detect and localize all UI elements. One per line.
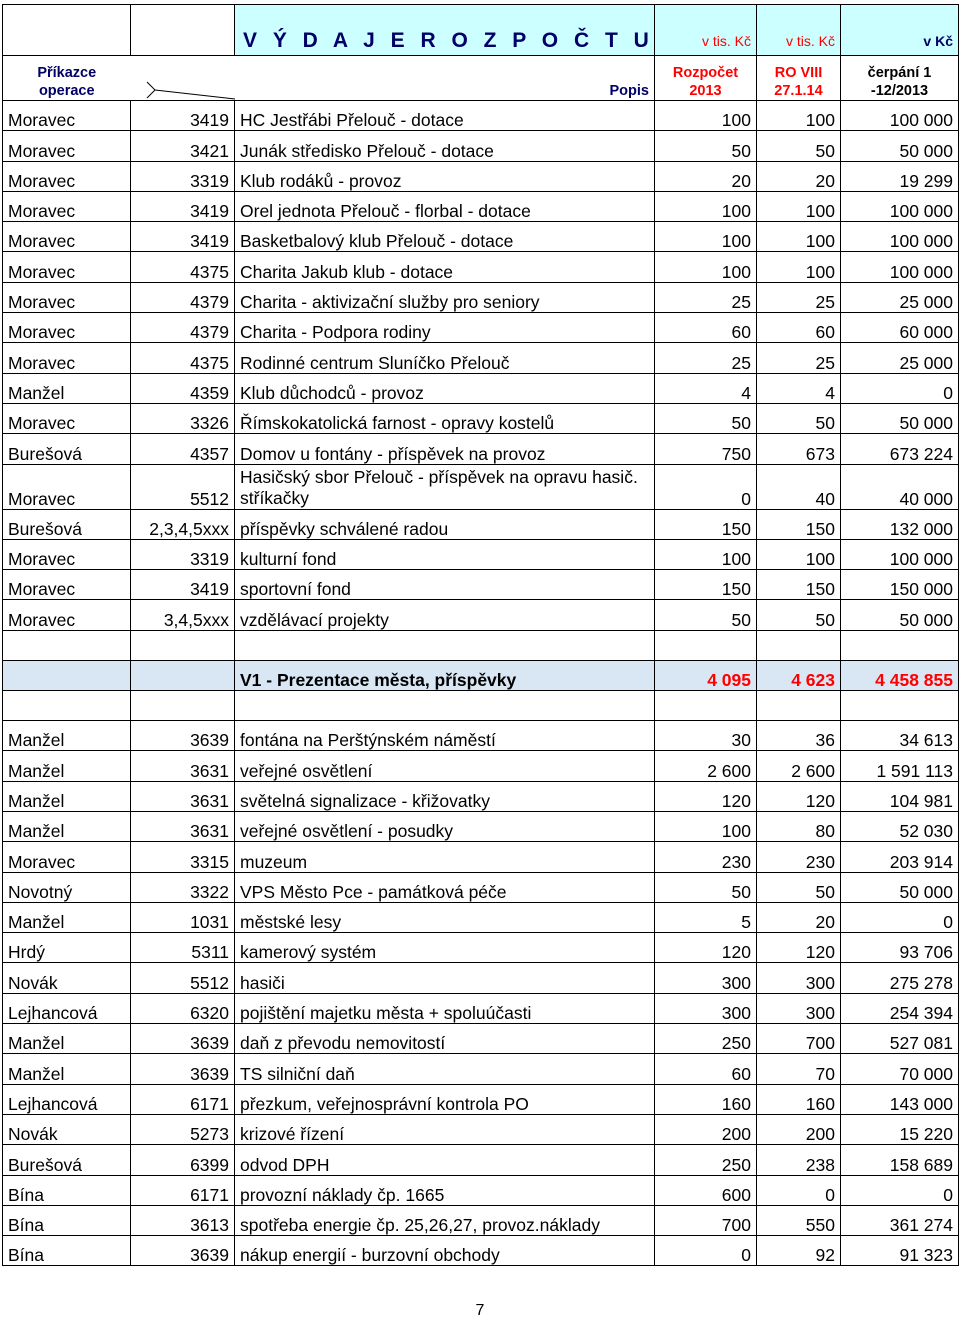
- cell-ro: 80: [757, 811, 841, 841]
- table-row: [3, 1024, 959, 1054]
- table-row: [3, 1236, 959, 1266]
- cell-budget: 50: [655, 600, 757, 630]
- table-row: [3, 1145, 959, 1175]
- cell-ro: 700: [757, 1024, 841, 1054]
- cell-ro: 160: [757, 1084, 841, 1114]
- table-row: [3, 721, 959, 751]
- cell-budget: 300: [655, 993, 757, 1023]
- cell-paragraph: 4375: [131, 252, 235, 282]
- cell-budget: 50: [655, 131, 757, 161]
- cell-spent: 25 000: [841, 343, 959, 373]
- summary-row: [3, 660, 959, 690]
- cell-paragraph: 3319: [131, 161, 235, 191]
- budget-expenditure-table: [2, 4, 959, 1266]
- cell-paragraph: 4375: [131, 343, 235, 373]
- cell-description: odvod DPH: [235, 1145, 655, 1175]
- cell-ro: 2 600: [757, 751, 841, 781]
- cell-person: Bína: [3, 1236, 131, 1266]
- cell-budget: 20: [655, 161, 757, 191]
- table-row: [3, 993, 959, 1023]
- cell-person: Moravec: [3, 161, 131, 191]
- cell-ro: 150: [757, 509, 841, 539]
- cell-paragraph: 3631: [131, 811, 235, 841]
- cell-person: Manžel: [3, 373, 131, 403]
- empty-row: [3, 691, 959, 721]
- cell-person: Moravec: [3, 343, 131, 373]
- cell-description: [235, 691, 655, 721]
- cell-ro: 70: [757, 1054, 841, 1084]
- cell-budget: 0: [655, 464, 757, 509]
- cell-budget: 25: [655, 343, 757, 373]
- cell-spent: 0: [841, 373, 959, 403]
- cell-budget: 2 600: [655, 751, 757, 781]
- cell-description: městské lesy: [235, 902, 655, 932]
- cell-person: Moravec: [3, 570, 131, 600]
- empty-row: [3, 630, 959, 660]
- table-row: [3, 191, 959, 221]
- cell-budget: 160: [655, 1084, 757, 1114]
- table-row: [3, 1114, 959, 1144]
- cell-paragraph: 5512: [131, 963, 235, 993]
- cell-paragraph: [131, 691, 235, 721]
- cell-budget: 100: [655, 539, 757, 569]
- cell-description: Římskokatolická farnost - opravy kostelů: [235, 403, 655, 433]
- cell-paragraph: 3421: [131, 131, 235, 161]
- table-row: [3, 1084, 959, 1114]
- cell-description: Junák středisko Přelouč - dotace: [235, 131, 655, 161]
- col-header-desc: Popis: [235, 56, 655, 101]
- cell-spent: 0: [841, 1175, 959, 1205]
- cell-description: Charita Jakub klub - dotace: [235, 252, 655, 282]
- cell-spent: 100 000: [841, 222, 959, 252]
- table-row: [3, 101, 959, 131]
- cell-person: Moravec: [3, 191, 131, 221]
- cell-paragraph: 3,4,5xxx: [131, 600, 235, 630]
- table-row: [3, 313, 959, 343]
- cell-spent: 254 394: [841, 993, 959, 1023]
- table-row: [3, 161, 959, 191]
- cell-paragraph: 6171: [131, 1175, 235, 1205]
- cell-person: Moravec: [3, 101, 131, 131]
- cell-description: nákup energií - burzovní obchody: [235, 1236, 655, 1266]
- cell-paragraph: [131, 660, 235, 690]
- cell-paragraph: 4379: [131, 313, 235, 343]
- cell-ro: 238: [757, 1145, 841, 1175]
- cell-spent: 104 981: [841, 781, 959, 811]
- cell-budget: 150: [655, 570, 757, 600]
- cell-paragraph: 3322: [131, 872, 235, 902]
- cell-paragraph: 3419: [131, 222, 235, 252]
- cell-person: Moravec: [3, 222, 131, 252]
- cell-description: TS silniční daň: [235, 1054, 655, 1084]
- cell-spent: 203 914: [841, 842, 959, 872]
- cell-ro: 100: [757, 222, 841, 252]
- cell-ro: 50: [757, 403, 841, 433]
- cell-budget: 250: [655, 1145, 757, 1175]
- cell-description: přezkum, veřejnosprávní kontrola PO: [235, 1084, 655, 1114]
- table-row: [3, 842, 959, 872]
- cell-spent: 100 000: [841, 539, 959, 569]
- cell-spent: 34 613: [841, 721, 959, 751]
- cell-budget: 50: [655, 403, 757, 433]
- title-row: [3, 5, 959, 56]
- summary-label: V1 - Prezentace města, příspěvky: [235, 660, 655, 690]
- col-header-person: Příkazce operace: [3, 56, 131, 101]
- cell-spent: 70 000: [841, 1054, 959, 1084]
- cell-description: vzdělávací projekty: [235, 600, 655, 630]
- cell-spent: 40 000: [841, 464, 959, 509]
- cell-budget: 230: [655, 842, 757, 872]
- table-row: [3, 570, 959, 600]
- cell-description: Klub rodáků - provoz: [235, 161, 655, 191]
- cell-description: Orel jednota Přelouč - florbal - dotace: [235, 191, 655, 221]
- cell-ro: 36: [757, 721, 841, 751]
- cell-spent: 0: [841, 902, 959, 932]
- cell-spent: 93 706: [841, 933, 959, 963]
- cell-person: Manžel: [3, 902, 131, 932]
- cell-budget: 200: [655, 1114, 757, 1144]
- table-row: [3, 781, 959, 811]
- cell-budget: 700: [655, 1205, 757, 1235]
- cell-person: Moravec: [3, 842, 131, 872]
- summary-budget: 4 095: [655, 660, 757, 690]
- cell-paragraph: 3639: [131, 1236, 235, 1266]
- cell-spent: 100 000: [841, 191, 959, 221]
- cell-spent: 50 000: [841, 403, 959, 433]
- table-title: V Ý D A J E R O Z P O Č T U: [243, 29, 654, 52]
- cell-spent: 150 000: [841, 570, 959, 600]
- cell-paragraph: 4359: [131, 373, 235, 403]
- cell-paragraph: 3639: [131, 1054, 235, 1084]
- cell-paragraph: 3613: [131, 1205, 235, 1235]
- cell-description: sportovní fond: [235, 570, 655, 600]
- cell-budget: 100: [655, 222, 757, 252]
- cell-spent: 527 081: [841, 1024, 959, 1054]
- cell-description: Domov u fontány - příspěvek na provoz: [235, 434, 655, 464]
- cell-person: Moravec: [3, 600, 131, 630]
- cell-ro: 20: [757, 161, 841, 191]
- cell-ro: [757, 691, 841, 721]
- cell-person: Moravec: [3, 131, 131, 161]
- cell-person: Moravec: [3, 252, 131, 282]
- cell-person: Novák: [3, 963, 131, 993]
- table-row: [3, 600, 959, 630]
- cell-description: daň z převodu nemovitostí: [235, 1024, 655, 1054]
- cell-ro: 25: [757, 282, 841, 312]
- cell-paragraph: 6320: [131, 993, 235, 1023]
- cell-ro: 0: [757, 1175, 841, 1205]
- table-row: [3, 1054, 959, 1084]
- cell-spent: 158 689: [841, 1145, 959, 1175]
- cell-description: provozní náklady čp. 1665: [235, 1175, 655, 1205]
- cell-person: Lejhancová: [3, 1084, 131, 1114]
- cell-budget: 60: [655, 1054, 757, 1084]
- cell-paragraph: 5273: [131, 1114, 235, 1144]
- cell-paragraph: 3315: [131, 842, 235, 872]
- summary-ro: 4 623: [757, 660, 841, 690]
- unit-budget: v tis. Kč: [701, 33, 751, 49]
- col-header-spent: čerpání 1 -12/2013: [841, 56, 959, 101]
- table-row: [3, 1205, 959, 1235]
- cell-description: světelná signalizace - křižovatky: [235, 781, 655, 811]
- cell-person: Manžel: [3, 721, 131, 751]
- cell-budget: 60: [655, 313, 757, 343]
- cell-person: Bína: [3, 1175, 131, 1205]
- header-arrow-icon: [131, 60, 235, 100]
- cell-paragraph: 6399: [131, 1145, 235, 1175]
- cell-budget: 50: [655, 872, 757, 902]
- cell-person: Burešová: [3, 434, 131, 464]
- cell-spent: 143 000: [841, 1084, 959, 1114]
- cell-spent: 100 000: [841, 252, 959, 282]
- cell-ro: 40: [757, 464, 841, 509]
- table-row: [3, 539, 959, 569]
- cell-spent: 100 000: [841, 101, 959, 131]
- cell-budget: 100: [655, 101, 757, 131]
- cell-spent: 50 000: [841, 131, 959, 161]
- cell-paragraph: 3319: [131, 539, 235, 569]
- cell-budget: 120: [655, 933, 757, 963]
- cell-spent: 25 000: [841, 282, 959, 312]
- cell-paragraph: 3631: [131, 751, 235, 781]
- cell-person: Novotný: [3, 872, 131, 902]
- cell-person: Manžel: [3, 781, 131, 811]
- cell-budget: 120: [655, 781, 757, 811]
- cell-spent: [841, 691, 959, 721]
- cell-ro: 100: [757, 252, 841, 282]
- cell-paragraph: 3419: [131, 570, 235, 600]
- cell-person: Moravec: [3, 403, 131, 433]
- cell-ro: 230: [757, 842, 841, 872]
- cell-ro: 4: [757, 373, 841, 403]
- summary-spent: 4 458 855: [841, 660, 959, 690]
- cell-paragraph: 4357: [131, 434, 235, 464]
- cell-ro: 300: [757, 963, 841, 993]
- cell-description: kulturní fond: [235, 539, 655, 569]
- cell-budget: 5: [655, 902, 757, 932]
- cell-ro: 60: [757, 313, 841, 343]
- cell-budget: 250: [655, 1024, 757, 1054]
- cell-description: spotřeba energie čp. 25,26,27, provoz.náklady: [235, 1205, 655, 1235]
- cell-budget: [655, 630, 757, 660]
- cell-spent: 15 220: [841, 1114, 959, 1144]
- cell-paragraph: 3419: [131, 191, 235, 221]
- cell-ro: 25: [757, 343, 841, 373]
- cell-paragraph: 3639: [131, 1024, 235, 1054]
- cell-ro: 92: [757, 1236, 841, 1266]
- cell-person: [3, 630, 131, 660]
- cell-paragraph: 4379: [131, 282, 235, 312]
- cell-spent: [841, 630, 959, 660]
- cell-ro: 100: [757, 101, 841, 131]
- page-number: 7: [475, 1302, 485, 1319]
- cell-person: Moravec: [3, 282, 131, 312]
- cell-budget: 600: [655, 1175, 757, 1205]
- unit-ro: v tis. Kč: [785, 33, 835, 49]
- cell-person: [3, 660, 131, 690]
- cell-ro: 673: [757, 434, 841, 464]
- cell-paragraph: 1031: [131, 902, 235, 932]
- cell-person: [3, 691, 131, 721]
- cell-spent: 673 224: [841, 434, 959, 464]
- cell-paragraph: 6171: [131, 1084, 235, 1114]
- cell-paragraph: 3419: [131, 101, 235, 131]
- table-row: [3, 902, 959, 932]
- cell-description: Rodinné centrum Sluníčko Přelouč: [235, 343, 655, 373]
- cell-ro: 20: [757, 902, 841, 932]
- table-row: [3, 222, 959, 252]
- cell-ro: 120: [757, 781, 841, 811]
- cell-budget: 100: [655, 811, 757, 841]
- cell-budget: 0: [655, 1236, 757, 1266]
- cell-ro: 100: [757, 539, 841, 569]
- cell-description: fontána na Perštýnském náměstí: [235, 721, 655, 751]
- table-row: [3, 434, 959, 464]
- cell-ro: 50: [757, 872, 841, 902]
- table-row: [3, 1175, 959, 1205]
- cell-description: kamerový systém: [235, 933, 655, 963]
- cell-person: Burešová: [3, 509, 131, 539]
- cell-paragraph: 5512: [131, 464, 235, 509]
- cell-description: [235, 630, 655, 660]
- table-row: [3, 933, 959, 963]
- cell-budget: 25: [655, 282, 757, 312]
- cell-description: hasiči: [235, 963, 655, 993]
- cell-spent: 60 000: [841, 313, 959, 343]
- cell-ro: 550: [757, 1205, 841, 1235]
- cell-spent: 50 000: [841, 600, 959, 630]
- table-row: [3, 373, 959, 403]
- cell-description: Klub důchodců - provoz: [235, 373, 655, 403]
- cell-spent: 361 274: [841, 1205, 959, 1235]
- cell-paragraph: 5311: [131, 933, 235, 963]
- cell-ro: 50: [757, 131, 841, 161]
- cell-paragraph: 2,3,4,5xxx: [131, 509, 235, 539]
- cell-description: muzeum: [235, 842, 655, 872]
- cell-budget: [655, 691, 757, 721]
- cell-person: Moravec: [3, 539, 131, 569]
- cell-description: pojištění majetku města + spoluúčasti: [235, 993, 655, 1023]
- cell-person: Hrdý: [3, 933, 131, 963]
- cell-person: Bína: [3, 1205, 131, 1235]
- cell-spent: 91 323: [841, 1236, 959, 1266]
- cell-spent: 132 000: [841, 509, 959, 539]
- cell-ro: [757, 630, 841, 660]
- cell-description: veřejné osvětlení: [235, 751, 655, 781]
- cell-ro: 100: [757, 191, 841, 221]
- cell-budget: 100: [655, 252, 757, 282]
- cell-paragraph: 3631: [131, 781, 235, 811]
- cell-person: Manžel: [3, 1024, 131, 1054]
- cell-person: Manžel: [3, 811, 131, 841]
- cell-person: Burešová: [3, 1145, 131, 1175]
- table-row: [3, 131, 959, 161]
- table-row: [3, 464, 959, 509]
- cell-person: Novák: [3, 1114, 131, 1144]
- table-row: [3, 509, 959, 539]
- table-row: [3, 403, 959, 433]
- cell-description: krizové řízení: [235, 1114, 655, 1144]
- cell-description: Charita - Podpora rodiny: [235, 313, 655, 343]
- cell-description: Basketbalový klub Přelouč - dotace: [235, 222, 655, 252]
- unit-spent: v Kč: [923, 33, 953, 49]
- cell-spent: 19 299: [841, 161, 959, 191]
- cell-description: Hasičský sbor Přelouč - příspěvek na opravu hasič. stříkačky: [235, 464, 655, 509]
- cell-description: veřejné osvětlení - posudky: [235, 811, 655, 841]
- cell-spent: 1 591 113: [841, 751, 959, 781]
- cell-ro: 200: [757, 1114, 841, 1144]
- cell-description: VPS Město Pce - památková péče: [235, 872, 655, 902]
- cell-person: Moravec: [3, 464, 131, 509]
- cell-description: HC Jestřábi Přelouč - dotace: [235, 101, 655, 131]
- cell-person: Manžel: [3, 751, 131, 781]
- cell-paragraph: 3639: [131, 721, 235, 751]
- table-row: [3, 751, 959, 781]
- table-row: [3, 282, 959, 312]
- cell-person: Manžel: [3, 1054, 131, 1084]
- cell-paragraph: 3326: [131, 403, 235, 433]
- cell-paragraph: [131, 630, 235, 660]
- table-row: [3, 343, 959, 373]
- cell-description: příspěvky schválené radou: [235, 509, 655, 539]
- cell-budget: 100: [655, 191, 757, 221]
- cell-budget: 750: [655, 434, 757, 464]
- table-row: [3, 872, 959, 902]
- cell-description: Charita - aktivizační služby pro seniory: [235, 282, 655, 312]
- cell-budget: 4: [655, 373, 757, 403]
- cell-budget: 150: [655, 509, 757, 539]
- cell-ro: 120: [757, 933, 841, 963]
- table-row: [3, 963, 959, 993]
- cell-person: Moravec: [3, 313, 131, 343]
- cell-person: Lejhancová: [3, 993, 131, 1023]
- col-header-ro: RO VIII 27.1.14: [757, 56, 841, 101]
- cell-spent: 52 030: [841, 811, 959, 841]
- cell-spent: 50 000: [841, 872, 959, 902]
- cell-budget: 300: [655, 963, 757, 993]
- table-row: [3, 811, 959, 841]
- cell-ro: 50: [757, 600, 841, 630]
- cell-budget: 30: [655, 721, 757, 751]
- cell-ro: 150: [757, 570, 841, 600]
- col-header-budget: Rozpočet 2013: [655, 56, 757, 101]
- column-header-row: [3, 56, 959, 101]
- table-row: [3, 252, 959, 282]
- cell-ro: 300: [757, 993, 841, 1023]
- cell-spent: 275 278: [841, 963, 959, 993]
